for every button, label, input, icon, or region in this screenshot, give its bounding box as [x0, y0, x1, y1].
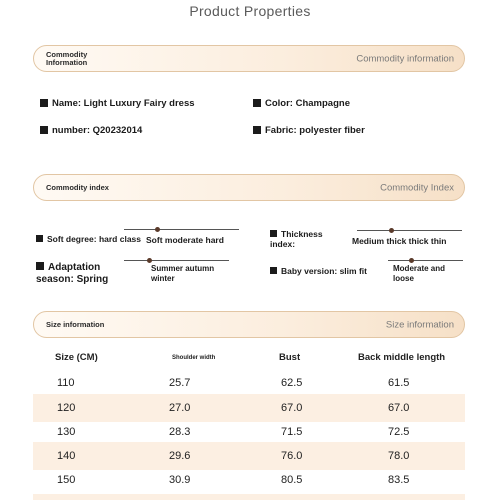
back-length-header-cell: Back middle length [358, 352, 446, 363]
table-cell: 78.0 [388, 450, 410, 462]
table-cell: 120 [57, 402, 76, 414]
thickness-values: Medium thick thick thin [352, 236, 447, 246]
property-color [253, 98, 350, 109]
table-cell: 71.5 [281, 426, 303, 438]
table-cell: 30.9 [169, 474, 191, 486]
baby-version-marker [409, 258, 414, 263]
property-name-text: Name: Light Luxury Fairy dress [52, 98, 195, 109]
season-label-text: Adaptation season: Spring [36, 262, 109, 285]
table-cell: 150 [57, 474, 76, 486]
size-info-header [33, 311, 465, 338]
bullet-square-icon [270, 230, 277, 237]
commodity-index-right-label: Commodity Index [380, 182, 454, 193]
table-cell: 27.0 [169, 402, 191, 414]
commodity-info-header [33, 45, 465, 72]
soft-degree-label [36, 234, 141, 244]
thickness-scale [357, 230, 462, 231]
baby-version-scale [388, 260, 463, 261]
commodity-info-right-label: Commodity information [356, 53, 454, 64]
size-info-right-label: Size information [385, 319, 454, 330]
soft-degree-scale [124, 229, 239, 230]
table-cell: 130 [57, 426, 76, 438]
table-cell: 67.0 [281, 402, 303, 414]
soft-degree-marker [155, 227, 160, 232]
table-cell: 61.5 [388, 377, 410, 389]
season-marker [147, 258, 152, 263]
property-color-text: Color: Champagne [265, 98, 350, 109]
season-scale [124, 260, 229, 261]
baby-version-values: Moderate and loose [393, 264, 446, 283]
season-values: Summer autumn winter [151, 264, 215, 283]
soft-degree-values: Soft moderate hard [146, 235, 224, 245]
property-number [40, 125, 142, 136]
bullet-square-icon [40, 126, 48, 134]
table-cell: 25.7 [169, 377, 191, 389]
page-title: Product Properties [189, 3, 311, 19]
table-cell: 110 [57, 377, 75, 389]
table-cell: 72.5 [388, 426, 410, 438]
thickness-marker [389, 228, 394, 233]
size-header-cell: Size (CM) [55, 352, 98, 363]
table-cell: 76.0 [281, 450, 303, 462]
commodity-index-header [33, 174, 465, 201]
bullet-square-icon [36, 262, 44, 270]
commodity-index-left-label: Commodity index [46, 182, 109, 192]
property-fabric [253, 125, 365, 136]
table-cell: 80.5 [281, 474, 303, 486]
table-cell: 29.6 [169, 450, 191, 462]
bullet-square-icon [36, 235, 43, 242]
table-cell: 83.5 [388, 474, 410, 486]
table-cell: 28.3 [169, 426, 191, 438]
bullet-square-icon [253, 99, 261, 107]
property-name [40, 98, 195, 109]
table-row [33, 466, 465, 494]
bullet-square-icon [253, 126, 261, 134]
size-info-left-label: Size information [46, 319, 105, 329]
table-cell: 67.0 [388, 402, 410, 414]
soft-degree-label-text: Soft degree: hard class [47, 234, 142, 244]
size-table-header [33, 344, 465, 372]
shoulder-header-cell: Shoulder width [172, 355, 216, 361]
property-number-text: number: Q20232014 [52, 125, 143, 136]
baby-version-label-text: Baby version: slim fit [281, 266, 367, 276]
table-cell: 62.5 [281, 377, 303, 389]
table-row-partial [33, 494, 465, 500]
bullet-square-icon [270, 267, 277, 274]
bullet-square-icon [40, 99, 48, 107]
thickness-label-text: Thickness index: [270, 229, 323, 249]
table-row [33, 369, 465, 397]
commodity-info-left-label: Commodity Information [46, 49, 88, 67]
table-cell: 140 [57, 450, 76, 462]
thickness-label [270, 229, 330, 249]
bust-header-cell: Bust [279, 352, 301, 363]
property-fabric-text: Fabric: polyester fiber [265, 125, 365, 136]
baby-version-label [270, 266, 367, 276]
season-label [36, 262, 121, 286]
